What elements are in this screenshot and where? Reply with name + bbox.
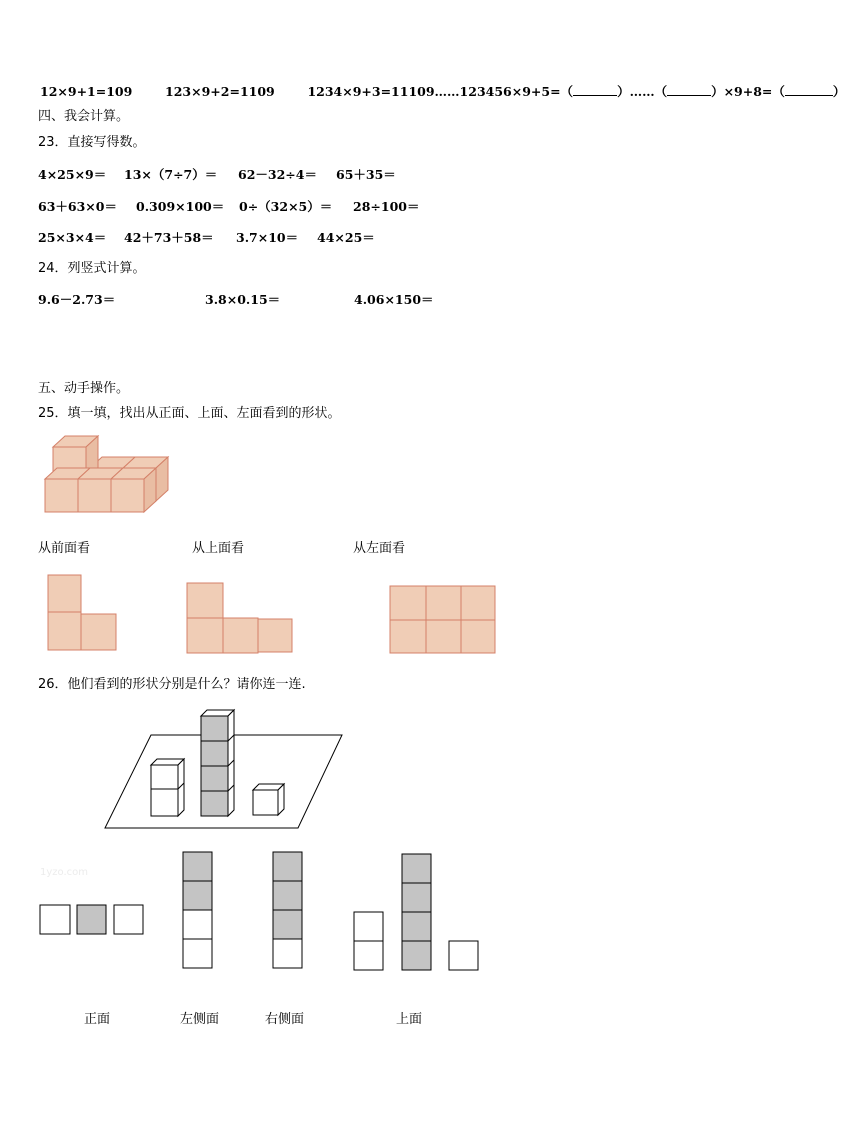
cube-front-2 [78,479,111,512]
q26-title: 26．他们看到的形状分别是什么？请你连一连. [38,677,306,692]
q26-label-front: 正面 [84,1012,111,1027]
q26-white-stack-top [151,765,178,789]
q23-r1-c2: 13×（7÷7）＝ [124,167,218,182]
q23-r3-c3: 3.7×10＝ [236,230,299,245]
q23-r1-c3: 62－32÷4＝ [238,167,317,182]
q23-r3-c2: 42＋73＋58＝ [124,230,214,245]
q24-item-3: 4.06×150＝ [354,292,434,307]
q23-r2-c4: 28÷100＝ [353,199,420,214]
pattern-2: 123×9+2=1109 [165,84,275,99]
q23-r2-c2: 0.309×100＝ [136,199,225,214]
q26-white-stack-bottom [151,789,178,816]
q25-top-view [186,582,294,654]
q26-label-top: 上面 [396,1012,423,1027]
q24-item-1: 9.6－2.73＝ [38,292,116,307]
q25-label-left: 从左面看 [353,541,406,556]
q26-gray-cube-2 [201,766,228,791]
pattern-3-end: ）……（ [617,84,668,99]
pattern-3: 1234×9+3=11109……123456×9+5=（ [307,84,574,99]
q25-label-top: 从上面看 [192,541,245,556]
q25-front-view [47,574,117,652]
q23-r2-c1: 63＋63×0＝ [38,199,117,214]
pattern-1: 12×9+1=109 [40,84,133,99]
cube-front-3 [111,479,144,512]
pattern-4-end: ）×9+8=（ [711,84,785,99]
q26-label-left-side: 左侧面 [180,1012,220,1027]
q26-gray-cube-1 [201,791,228,816]
q26-gray-cube-4 [201,716,228,741]
q25-title: 25．填一填，找出从正面、上面、左面看到的形状。 [38,406,341,421]
answer-blank-3[interactable] [785,83,833,96]
q25-label-front: 从前面看 [38,541,91,556]
q26-option-right-side[interactable] [272,851,304,971]
q23-title: 23．直接写得数。 [38,135,146,150]
section-5-heading: 五、动手操作。 [38,381,130,396]
section-4-heading: 四、我会计算。 [38,109,130,124]
q26-single-cube [253,790,278,815]
answer-blank-1[interactable] [573,83,617,96]
q26-gray-cube-3 [201,741,228,766]
answer-blank-2[interactable] [667,83,711,96]
q26-option-left-side[interactable] [182,851,214,971]
q26-option-front[interactable] [39,904,145,936]
q25-left-view [389,585,497,655]
pattern-5-end: ） [832,84,845,99]
q23-r1-c1: 4×25×9＝ [38,167,107,182]
q25-cube-figure [42,435,177,530]
q23-r1-c4: 65＋35＝ [336,167,396,182]
q26-option-top[interactable] [353,853,481,973]
cube-front-1 [45,479,78,512]
pattern-line [40,83,845,100]
q26-scene [104,707,344,832]
watermark: 1yzo.com [40,867,89,878]
q26-label-right-side: 右侧面 [265,1012,305,1027]
q24-title: 24．列竖式计算。 [38,261,146,276]
q23-r3-c4: 44×25＝ [317,230,375,245]
q23-r3-c1: 25×3×4＝ [38,230,107,245]
q24-item-2: 3.8×0.15＝ [205,292,281,307]
q23-r2-c3: 0÷（32×5）＝ [239,199,333,214]
